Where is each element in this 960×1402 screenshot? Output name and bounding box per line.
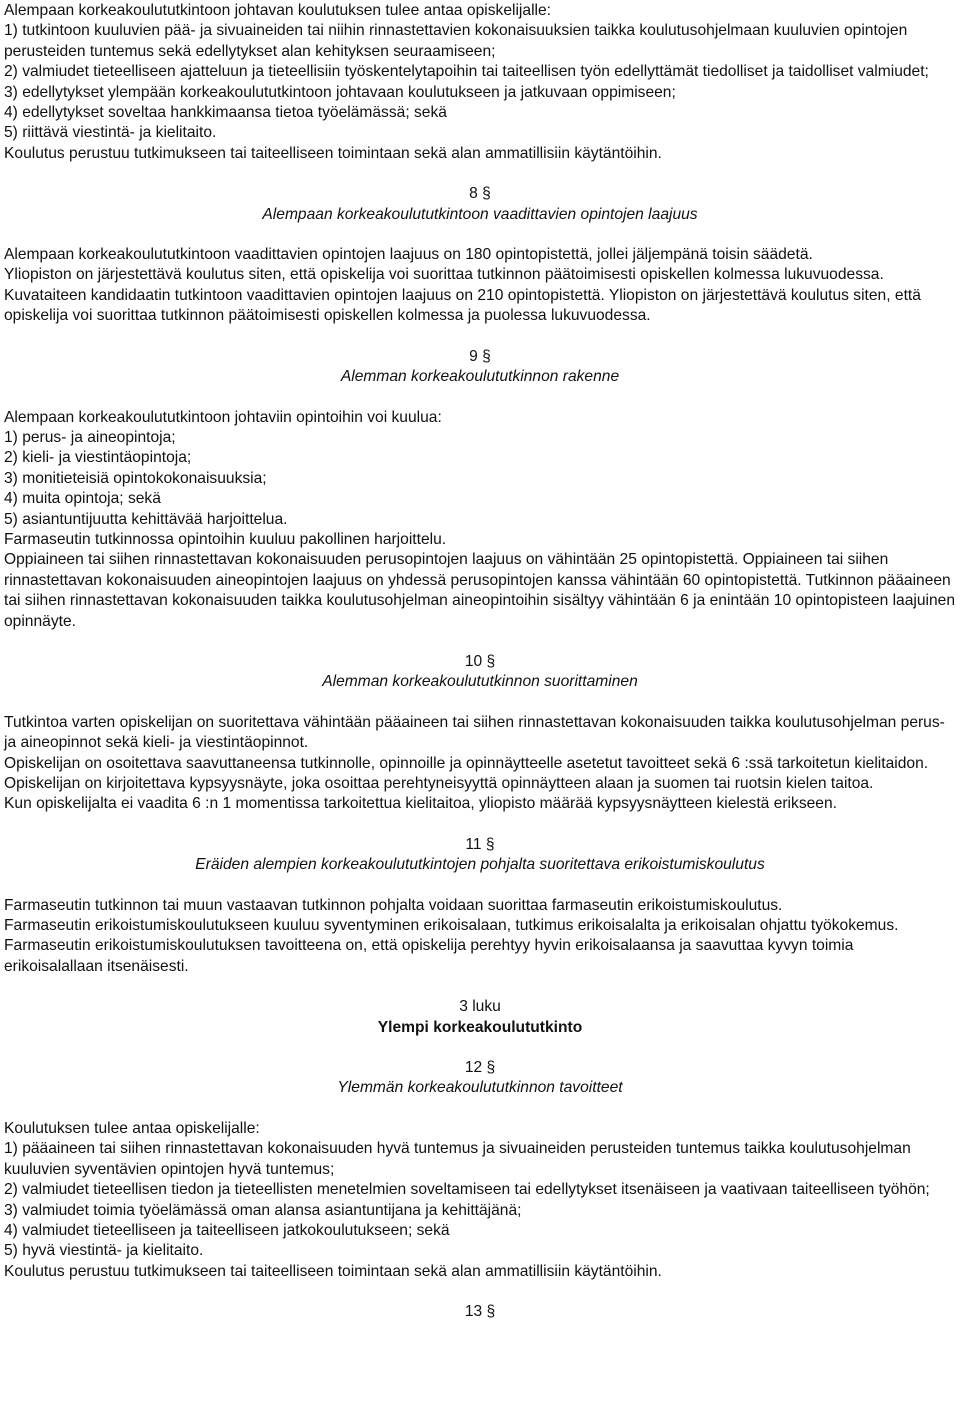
intro-item: 3) edellytykset ylempään korkeakoulututkintoon johtavaan koulutukseen ja jatkuvaan oppimiseen; [4, 83, 676, 101]
section-title: Ylemmän korkeakoulututkinnon tavoitteet [337, 1079, 623, 1097]
section-10 [4, 652, 956, 815]
list-item: 5) hyvä viestintä- ja kielitaito. [4, 1242, 204, 1260]
list-item: 4) muita opintoja; sekä [4, 490, 161, 508]
list-item: 2) valmiudet tieteellisen tiedon ja tieteellisten menetelmien soveltamiseen tai edellytykset itsenäiseen ja vaativaan taiteelliseen työhön; [4, 1181, 930, 1199]
paragraph: Koulutuksen tulee antaa opiskelijalle: [4, 1119, 260, 1137]
section-number: 12 § [464, 1059, 496, 1077]
section-number: 9 § [469, 347, 491, 365]
chapter-number: 3 luku [459, 998, 501, 1016]
chapter-title: Ylempi korkeakoulututkinto [377, 1018, 583, 1036]
paragraph: Yliopiston on järjestettävä koulutus siten, että opiskelija voi suorittaa tutkinnon päätoimisesti opiskellen kolmessa lukuvuodessa. [4, 266, 884, 284]
intro-section [4, 1, 956, 164]
section-12 [4, 1058, 956, 1282]
section-title: Alemman korkeakoulututkinnon rakenne [340, 368, 620, 386]
section-number: 8 § [469, 185, 491, 203]
paragraph: Alempaan korkeakoulututkintoon johtaviin opintoihin voi kuulua: [4, 408, 442, 426]
paragraph: Kun opiskelijalta ei vaadita 6 :n 1 momentissa tarkoitettua kielitaitoa, yliopisto määrää kypsyysnäytteen kielestä erikseen. [4, 795, 837, 813]
intro-line: Koulutus perustuu tutkimukseen tai taiteelliseen toimintaan sekä alan ammatillisiin käytäntöihin. [4, 144, 662, 162]
section-11 [4, 835, 956, 977]
list-item: 4) valmiudet tieteelliseen ja taiteelliseen jatkokoulutukseen; sekä [4, 1221, 450, 1239]
paragraph: Farmaseutin tutkinnon tai muun vastaavan tutkinnon pohjalta voidaan suorittaa farmaseutin erikoistumiskoulutus. [4, 896, 783, 914]
document-page [4, 0, 956, 1323]
section-title: Alempaan korkeakoulututkintoon vaadittavien opintojen laajuus [262, 205, 698, 223]
section-title: Alemman korkeakoulututkinnon suorittaminen [322, 673, 638, 691]
intro-item: 5) riittävä viestintä- ja kielitaito. [4, 124, 217, 142]
intro-item: 1) tutkintoon kuuluvien pää- ja sivuaineiden tai niihin rinnastettavien kokonaisuuksien taikka koulutusohjelmaan kuuluvien opintojen perusteiden tuntemus sekä edellytykset alan kehityksen seuraamiseen; [4, 22, 908, 60]
section-number: 11 § [465, 835, 495, 853]
list-item: 3) monitieteisiä opintokokonaisuuksia; [4, 469, 267, 487]
paragraph: Farmaseutin tutkinnossa opintoihin kuuluu pakollinen harjoittelu. [4, 530, 447, 548]
list-item: 2) kieli- ja viestintäopintoja; [4, 449, 192, 467]
chapter-3 [4, 997, 956, 1038]
paragraph: Kuvataiteen kandidaatin tutkintoon vaadittavien opintojen laajuus on 210 opintopistettä. Yliopiston on järjestettävä koulutus siten, että opiskelija voi suorittaa tutkinnon päätoimisesti opiskellen kolmessa ja puolessa lukuvuodessa. [4, 286, 921, 325]
paragraph: Alempaan korkeakoulututkintoon vaadittavien opintojen laajuus on 180 opintopistettä, jollei jäljempänä toisin säädetä. [4, 246, 813, 264]
section-8 [4, 184, 956, 326]
intro-item: 2) valmiudet tieteelliseen ajatteluun ja tieteellisiin työskentelytapoihin tai taiteellisen työn edellyttämät tiedolliset ja taidolliset valmiudet; [4, 63, 929, 81]
list-item: 1) perus- ja aineopintoja; [4, 428, 176, 446]
section-13 [4, 1302, 956, 1322]
section-title: Eräiden alempien korkeakoulututkintojen pohjalta suoritettava erikoistumiskoulutus [195, 856, 765, 874]
intro-line: Alempaan korkeakoulututkintoon johtavan koulutuksen tulee antaa opiskelijalle: [4, 2, 552, 19]
paragraph: Koulutus perustuu tutkimukseen tai taiteelliseen toimintaan sekä alan ammatillisiin käytäntöihin. [4, 1262, 662, 1280]
paragraph: Tutkintoa varten opiskelijan on suoritettava vähintään pääaineen tai siihen rinnastettavan kokonaisuuden taikka koulutusohjelman perus- ja aineopinnot sekä kieli- ja viestintäopinnot. [4, 713, 945, 752]
paragraph: Opiskelijan on osoitettava saavuttaneensa tutkinnolle, opinnoille ja opinnäytteelle asetetut tavoitteet sekä 6 :ssä tarkoitetun kielitaidon. Opiskelijan on kirjoitettava kypsyysnäyte, joka osoittaa perehtyneisyyttä opinnäytteen alaan ja suomen tai ruotsin kielen taitoa. [4, 754, 929, 792]
list-item: 1) pääaineen tai siihen rinnastettavan kokonaisuuden hyvä tuntemus ja sivuaineiden perusteiden tuntemus taikka koulutusohjelman kuuluvien syventävien opintojen hyvä tuntemus; [4, 1140, 911, 1178]
section-9 [4, 347, 956, 632]
list-item: 3) valmiudet toimia työelämässä oman alansa asiantuntijana ja kehittäjänä; [4, 1201, 522, 1219]
paragraph: Oppiaineen tai siihen rinnastettavan kokonaisuuden perusopintojen laajuus on vähintään 25 opintopistettä. Oppiaineen tai siihen rinnastettavan kokonaisuuden aineopintojen laajuus on yhdessä perusopintojen kanssa vähintään 60 opintopistettä. Tutkinnon pääaineen tai siihen rinnastettavan kokonaisuuden taikka koulutusohjelman aineopintoihin sisältyy vähintään 6 ja enintään 10 opintopisteen laajuinen opinnäyte. [4, 551, 956, 630]
section-number: 10 § [464, 652, 496, 670]
list-item: 5) asiantuntijuutta kehittävää harjoittelua. [4, 510, 288, 528]
intro-item: 4) edellytykset soveltaa hankkimaansa tietoa työelämässä; sekä [4, 104, 447, 122]
section-number: 13 § [464, 1303, 496, 1321]
paragraph: Farmaseutin erikoistumiskoulutukseen kuuluu syventyminen erikoisalaan, tutkimus erikoisalalta ja erikoisalan ohjattu työkokemus. Farmaseutin erikoistumiskoulutuksen tavoitteena on, että opiskelija perehtyy hyvin erikoisalaansa ja saavuttaa kyvyn toimia erikoisalallaan itsenäisesti. [4, 917, 899, 975]
